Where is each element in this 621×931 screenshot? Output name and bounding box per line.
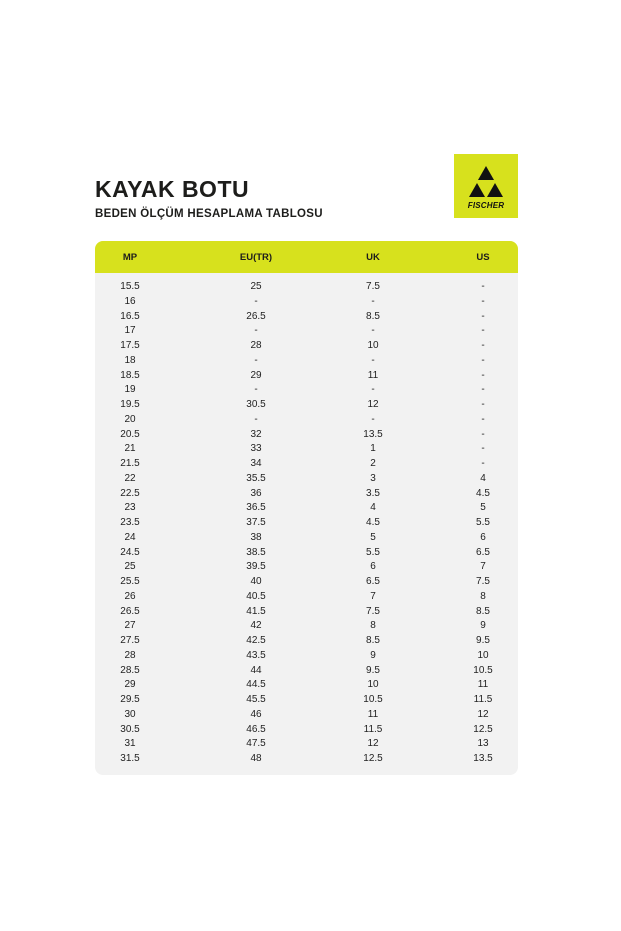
table-cell: - xyxy=(254,384,258,396)
table-cell: 28.5 xyxy=(120,664,140,676)
table-cell: - xyxy=(481,354,485,366)
table-cell: 12 xyxy=(367,399,379,410)
size-table xyxy=(95,241,518,775)
table-cell: 12 xyxy=(367,738,379,750)
table-cell: 4.5 xyxy=(476,487,490,499)
table-cell: 44 xyxy=(250,664,262,676)
table-cell: 11.5 xyxy=(363,723,383,735)
table-cell: 12 xyxy=(477,708,489,720)
table-cell: 17 xyxy=(124,325,136,337)
table-cell: 42.5 xyxy=(246,635,266,646)
table-row xyxy=(95,590,518,605)
table-cell: 32 xyxy=(250,428,262,440)
page-subtitle: BEDEN ÖLÇÜM HESAPLAMA TABLOSU xyxy=(95,208,323,220)
table-cell: 4 xyxy=(370,502,376,514)
table-cell: - xyxy=(371,384,375,396)
table-cell: 5 xyxy=(480,502,486,514)
table-cell: 5.5 xyxy=(476,517,490,528)
table-cell: - xyxy=(371,295,375,307)
table-cell: 12.5 xyxy=(473,723,493,735)
table-cell: - xyxy=(481,399,485,410)
table-cell: 7.5 xyxy=(366,281,380,292)
table-cell: 28 xyxy=(250,340,262,351)
table-cell: - xyxy=(371,413,375,425)
page-title: KAYAK BOTU xyxy=(95,176,250,202)
table-cell: 13.5 xyxy=(473,753,493,764)
column-header-uk: UK xyxy=(366,252,380,263)
table-cell: 9.5 xyxy=(476,635,490,646)
table-cell: 35.5 xyxy=(246,472,266,484)
table-cell: 20.5 xyxy=(120,428,140,440)
table-row xyxy=(95,516,518,531)
table-row xyxy=(95,531,518,546)
table-cell: 46.5 xyxy=(246,723,266,735)
table-cell: 11 xyxy=(367,369,379,381)
table-cell: 38.5 xyxy=(246,546,266,558)
table-cell: 47.5 xyxy=(246,738,266,750)
table-cell: - xyxy=(481,413,485,425)
table-cell: - xyxy=(481,295,485,307)
table-cell: 11 xyxy=(477,679,489,691)
table-row xyxy=(95,369,518,384)
table-body xyxy=(95,280,518,767)
table-cell: - xyxy=(481,281,485,292)
table-cell: 38 xyxy=(250,531,262,543)
table-row xyxy=(95,619,518,634)
table-cell: - xyxy=(481,384,485,396)
table-cell: 36 xyxy=(250,487,262,499)
table-cell: 41.5 xyxy=(246,605,266,617)
table-cell: 39.5 xyxy=(246,561,266,573)
table-cell: 7.5 xyxy=(366,605,380,617)
table-cell: 6.5 xyxy=(476,546,490,558)
table-row xyxy=(95,428,518,443)
table-cell: 44.5 xyxy=(246,679,266,691)
table-row xyxy=(95,752,518,767)
table-row xyxy=(95,457,518,472)
table-cell: 19.5 xyxy=(120,399,140,410)
column-header-us: US xyxy=(476,252,490,263)
table-cell: 20 xyxy=(124,413,136,425)
table-cell: - xyxy=(481,369,485,381)
table-cell: 9 xyxy=(370,649,376,661)
table-row xyxy=(95,398,518,413)
table-header xyxy=(95,241,518,273)
table-cell: 23 xyxy=(124,502,136,514)
table-cell: 8 xyxy=(370,620,376,632)
table-row xyxy=(95,487,518,502)
table-cell: 19 xyxy=(124,384,136,396)
table-row xyxy=(95,546,518,561)
table-cell: 17.5 xyxy=(120,340,140,351)
table-cell: 6.5 xyxy=(366,576,380,587)
table-cell: 26.5 xyxy=(246,310,266,322)
table-cell: 46 xyxy=(250,708,262,720)
table-row xyxy=(95,472,518,487)
table-cell: 25 xyxy=(250,281,262,292)
table-cell: 8 xyxy=(480,590,486,602)
table-cell: 31.5 xyxy=(120,753,140,764)
table-cell: 7 xyxy=(370,590,376,602)
table-cell: 10 xyxy=(367,340,379,351)
table-row xyxy=(95,280,518,295)
table-row xyxy=(95,723,518,738)
table-cell: 29.5 xyxy=(120,694,140,705)
table-cell: - xyxy=(254,325,258,337)
table-cell: 36.5 xyxy=(246,502,266,514)
table-cell: 26.5 xyxy=(120,605,140,617)
table-cell: 40.5 xyxy=(246,590,266,602)
table-row xyxy=(95,383,518,398)
table-cell: - xyxy=(254,413,258,425)
table-cell: - xyxy=(254,295,258,307)
table-row xyxy=(95,605,518,620)
table-cell: 2 xyxy=(370,458,376,469)
table-cell: 45.5 xyxy=(246,694,266,705)
table-cell: 40 xyxy=(250,576,262,587)
table-cell: 31 xyxy=(124,738,136,750)
table-cell: 10.5 xyxy=(363,694,383,705)
table-cell: 27.5 xyxy=(120,635,140,646)
table-cell: - xyxy=(371,354,375,366)
table-cell: 18 xyxy=(124,354,136,366)
table-cell: - xyxy=(371,325,375,337)
table-cell: 26 xyxy=(124,590,136,602)
table-cell: 6 xyxy=(370,561,376,573)
table-cell: - xyxy=(481,340,485,351)
table-cell: 10.5 xyxy=(473,664,493,676)
table-cell: 29 xyxy=(124,679,136,691)
table-row xyxy=(95,693,518,708)
table-cell: 10 xyxy=(477,649,489,661)
table-cell: 4.5 xyxy=(366,517,380,528)
table-row xyxy=(95,442,518,457)
table-row xyxy=(95,339,518,354)
table-row xyxy=(95,678,518,693)
table-cell: 8.5 xyxy=(366,310,380,322)
table-cell: 29 xyxy=(250,369,262,381)
table-cell: 42 xyxy=(250,620,262,632)
table-cell: 25 xyxy=(124,561,136,573)
table-cell: - xyxy=(481,428,485,440)
table-cell: 3 xyxy=(370,472,376,484)
table-cell: 1 xyxy=(370,443,376,455)
table-cell: 37.5 xyxy=(246,517,266,528)
table-cell: 23.5 xyxy=(120,517,140,528)
table-cell: 11.5 xyxy=(473,694,493,705)
table-cell: 12.5 xyxy=(363,753,383,764)
table-cell: - xyxy=(481,458,485,469)
column-header-eu: EU(TR) xyxy=(239,252,273,263)
brand-logo xyxy=(454,154,518,218)
table-cell: 22.5 xyxy=(120,487,140,499)
table-cell: 24.5 xyxy=(120,546,140,558)
table-row xyxy=(95,310,518,325)
table-cell: - xyxy=(254,354,258,366)
table-cell: 7.5 xyxy=(476,576,490,587)
table-cell: - xyxy=(481,443,485,455)
table-cell: 4 xyxy=(480,472,486,484)
table-cell: 8.5 xyxy=(476,605,490,617)
table-cell: 21.5 xyxy=(120,458,140,469)
table-cell: 7 xyxy=(480,561,486,573)
table-cell: 34 xyxy=(250,458,262,469)
table-cell: 11 xyxy=(367,708,379,720)
table-cell: 16.5 xyxy=(120,310,140,322)
table-cell: 3.5 xyxy=(366,487,380,499)
table-cell: 25.5 xyxy=(120,576,140,587)
table-row xyxy=(95,354,518,369)
table-cell: 33 xyxy=(250,443,262,455)
table-cell: 15.5 xyxy=(120,281,140,292)
table-row xyxy=(95,664,518,679)
table-cell: 30.5 xyxy=(120,723,140,735)
table-row xyxy=(95,560,518,575)
table-cell: 24 xyxy=(124,531,136,543)
table-row xyxy=(95,634,518,649)
table-cell: 9 xyxy=(480,620,486,632)
table-row xyxy=(95,708,518,723)
table-cell: 16 xyxy=(124,295,136,307)
table-cell: 9.5 xyxy=(366,664,380,676)
table-cell: 6 xyxy=(480,531,486,543)
table-cell: 30 xyxy=(124,708,136,720)
table-row xyxy=(95,295,518,310)
table-cell: 48 xyxy=(250,753,262,764)
table-cell: - xyxy=(481,310,485,322)
table-cell: 8.5 xyxy=(366,635,380,646)
table-cell: 30.5 xyxy=(246,399,266,410)
table-cell: 18.5 xyxy=(120,369,140,381)
table-row xyxy=(95,501,518,516)
table-cell: 21 xyxy=(124,443,136,455)
table-row xyxy=(95,324,518,339)
table-cell: 13 xyxy=(477,738,489,750)
table-row xyxy=(95,649,518,664)
table-cell: 10 xyxy=(367,679,379,691)
table-cell: 5 xyxy=(370,531,376,543)
table-cell: 43.5 xyxy=(246,649,266,661)
table-row xyxy=(95,737,518,752)
table-cell: 13.5 xyxy=(363,428,383,440)
table-row xyxy=(95,413,518,428)
table-cell: 22 xyxy=(124,472,136,484)
table-cell: 27 xyxy=(124,620,136,632)
column-header-mp: MP xyxy=(122,252,138,263)
table-row xyxy=(95,575,518,590)
table-cell: 5.5 xyxy=(366,546,380,558)
brand-name: FISCHER xyxy=(467,201,505,210)
table-cell: 28 xyxy=(124,649,136,661)
table-cell: - xyxy=(481,325,485,337)
